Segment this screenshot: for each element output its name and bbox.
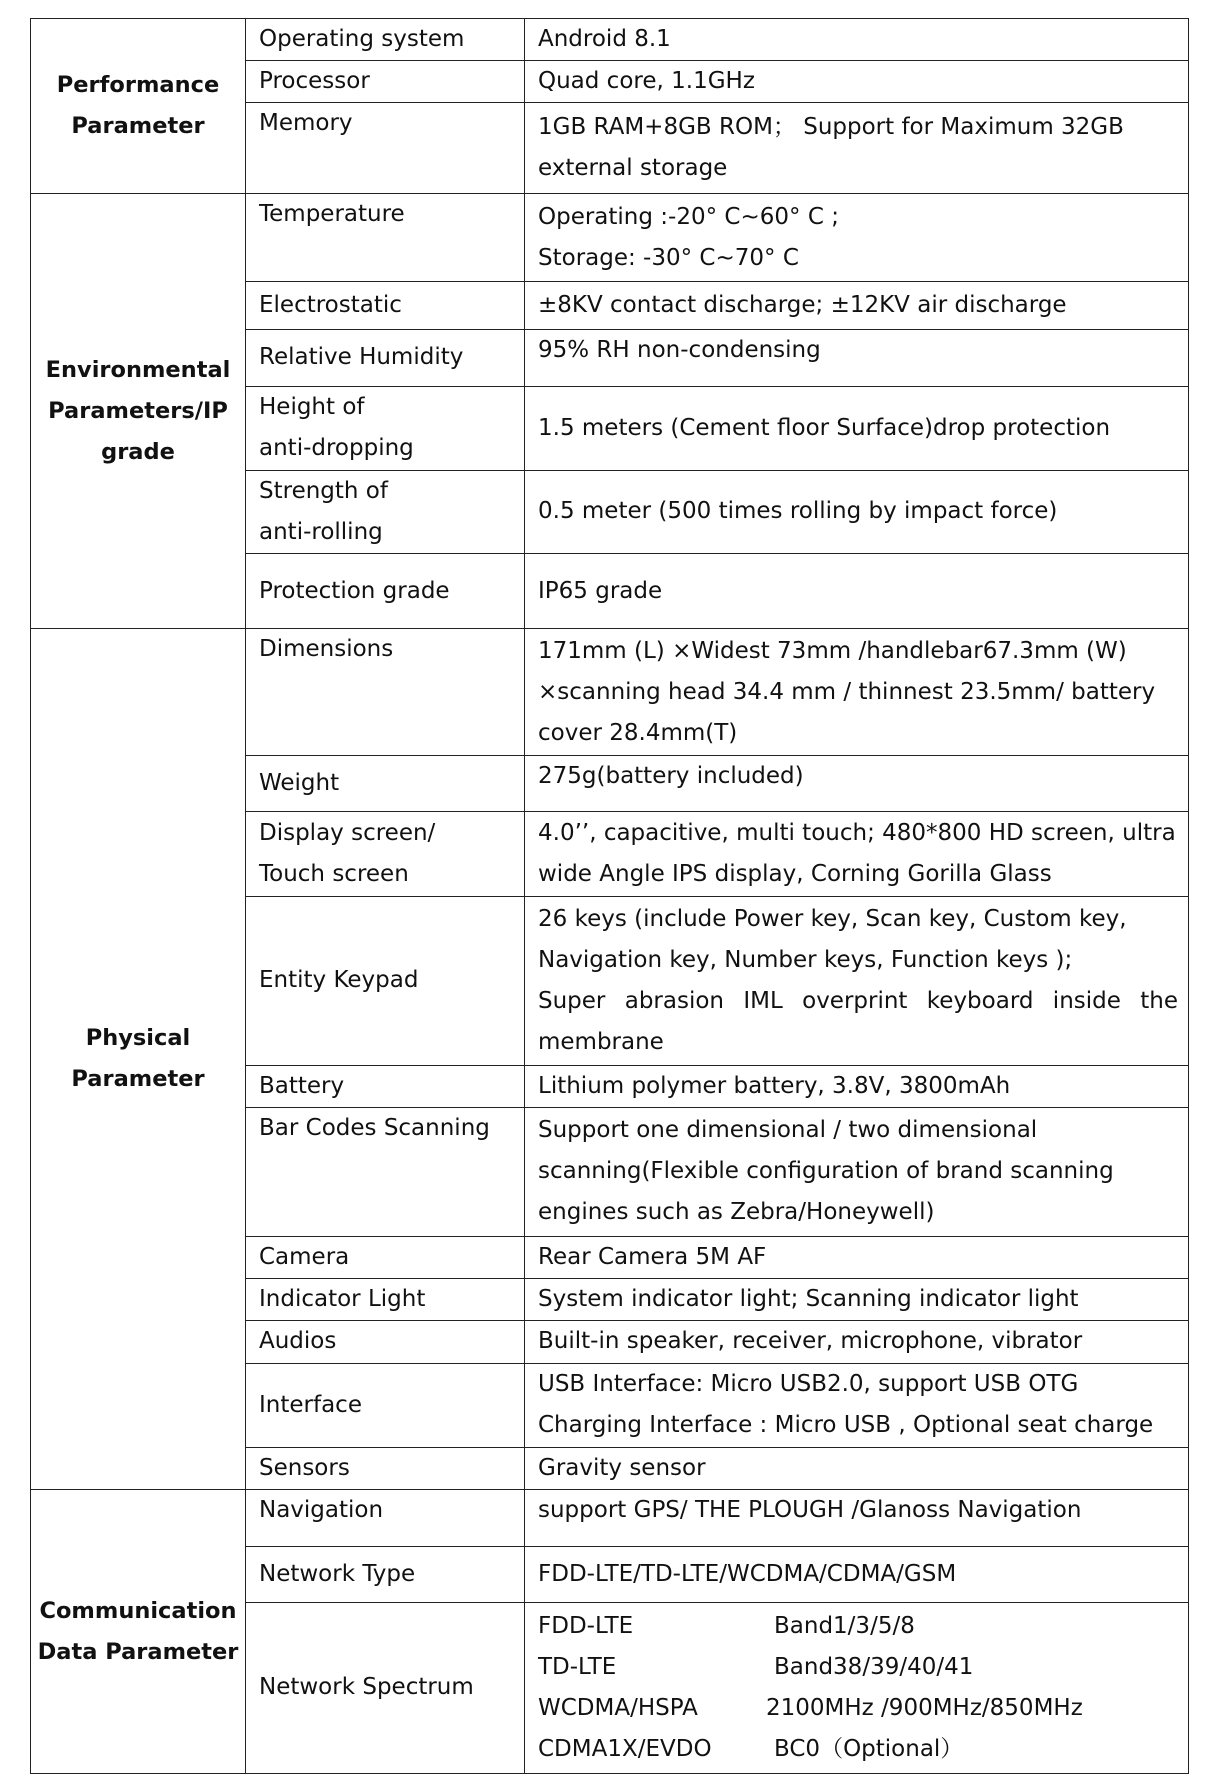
band-value: 2100MHz /900MHz/850MHz	[766, 1694, 1083, 1721]
param-processor	[246, 61, 525, 103]
param-label: Network Type	[259, 1560, 416, 1587]
value-text: engines such as Zebra/Honeywell)	[538, 1199, 935, 1226]
param-label: Memory	[259, 110, 353, 137]
param-navigation	[246, 1490, 525, 1546]
value-text: FDD-LTE/TD-LTE/WCDMA/CDMA/GSM	[538, 1560, 957, 1587]
value-text: Lithium polymer battery, 3.8V, 3800mAh	[538, 1072, 1011, 1099]
param-label: Entity Keypad	[259, 967, 419, 994]
param-rolling	[246, 470, 525, 553]
param-label: Camera	[259, 1243, 350, 1270]
param-label: Height of	[259, 394, 365, 421]
value-text: 171mm (L) ×Widest 73mm /handlebar67.3mm (W)	[538, 637, 1127, 664]
value-camera	[525, 1236, 1189, 1278]
param-label: Audios	[259, 1328, 337, 1355]
group-environmental	[31, 193, 246, 628]
band-name: WCDMA/HSPA	[538, 1694, 698, 1721]
value-text: Support one dimensional / two dimensional	[538, 1117, 1038, 1144]
value-text: Charging Interface : Micro USB , Optional seat charge	[538, 1412, 1154, 1439]
param-label: Temperature	[259, 200, 405, 227]
value-display	[525, 812, 1189, 896]
param-weight	[246, 756, 525, 812]
param-display	[246, 812, 525, 896]
param-label: anti-dropping	[259, 435, 414, 462]
value-interface	[525, 1363, 1189, 1447]
param-spectrum	[246, 1602, 525, 1773]
spec-table	[30, 18, 1189, 1774]
value-text: Rear Camera 5M AF	[538, 1243, 767, 1270]
value-text: ×scanning head 34.4 mm / thinnest 23.5mm/ battery	[538, 678, 1156, 705]
value-electrostatic	[525, 282, 1189, 329]
param-temperature	[246, 193, 525, 282]
group-label: Parameter	[71, 1066, 205, 1093]
param-label: Navigation	[259, 1497, 384, 1524]
param-battery	[246, 1065, 525, 1107]
band-value: BC0（Optional）	[774, 1735, 964, 1762]
value-text: wide Angle IPS display, Corning Gorilla Glass	[538, 861, 1052, 888]
group-label: Parameters/IP	[48, 397, 228, 424]
value-network-type	[525, 1546, 1189, 1602]
param-sensors	[246, 1448, 525, 1490]
value-navigation	[525, 1490, 1189, 1546]
param-label: Electrostatic	[259, 292, 402, 319]
value-barcode	[525, 1108, 1189, 1237]
param-dimensions	[246, 629, 525, 756]
group-performance	[31, 19, 246, 194]
row-navigation	[31, 1490, 1189, 1546]
group-label: Performance	[56, 71, 220, 98]
param-label: Strength of	[259, 477, 388, 504]
param-label: Touch screen	[259, 861, 409, 888]
value-text: IP65 grade	[538, 577, 663, 604]
param-interface	[246, 1363, 525, 1447]
param-label: Dimensions	[259, 636, 394, 663]
param-drop	[246, 387, 525, 470]
band-name: CDMA1X/EVDO	[538, 1735, 712, 1762]
value-indicator	[525, 1279, 1189, 1321]
value-text: 26 keys (include Power key, Scan key, Custom key,	[538, 905, 1127, 932]
group-physical	[31, 629, 246, 1490]
value-dimensions	[525, 629, 1189, 756]
param-label: Battery	[259, 1072, 345, 1099]
value-text: 275g(battery included)	[538, 763, 804, 790]
param-memory	[246, 103, 525, 194]
param-network-type	[246, 1546, 525, 1602]
param-label: anti-rolling	[259, 518, 383, 545]
value-text: external storage	[538, 155, 728, 182]
row-os	[31, 19, 1189, 61]
value-text: USB Interface: Micro USB2.0, support USB OTG	[538, 1371, 1079, 1398]
band-value: Band38/39/40/41	[774, 1653, 974, 1680]
param-label: Bar Codes Scanning	[259, 1115, 490, 1142]
param-label: Relative Humidity	[259, 344, 464, 371]
group-label: Environmental	[45, 356, 231, 383]
value-text: 0.5 meter (500 times rolling by impact force)	[538, 498, 1058, 525]
param-humidity	[246, 329, 525, 386]
value-text: Quad core, 1.1GHz	[538, 68, 755, 95]
value-spectrum	[525, 1602, 1189, 1773]
param-label: Operating system	[259, 26, 465, 53]
value-text: Navigation key, Number keys, Function keys );	[538, 946, 1073, 973]
row-temperature	[31, 193, 1189, 282]
param-label: Processor	[259, 68, 370, 95]
param-label: Weight	[259, 770, 340, 797]
param-label: Sensors	[259, 1455, 350, 1482]
value-text: Gravity sensor	[538, 1455, 706, 1482]
param-barcode	[246, 1108, 525, 1237]
value-temperature	[525, 193, 1189, 282]
param-electrostatic	[246, 282, 525, 329]
band-row	[538, 1606, 1178, 1647]
value-text: membrane	[538, 1028, 664, 1055]
value-audios	[525, 1321, 1189, 1363]
group-label: Parameter	[71, 112, 205, 139]
group-communication	[31, 1490, 246, 1774]
value-text: support GPS/ THE PLOUGH /Glanoss Navigation	[538, 1497, 1082, 1524]
param-label: Indicator Light	[259, 1286, 426, 1313]
value-protection	[525, 554, 1189, 629]
value-weight	[525, 756, 1189, 812]
group-label: Communication	[39, 1597, 237, 1624]
value-text: cover 28.4mm(T)	[538, 719, 738, 746]
band-row	[538, 1647, 1178, 1688]
value-humidity	[525, 329, 1189, 386]
value-text: Super abrasion IML overprint keyboard inside the	[538, 987, 1178, 1014]
value-battery	[525, 1065, 1189, 1107]
band-row	[538, 1688, 1178, 1729]
param-camera	[246, 1236, 525, 1278]
param-keypad	[246, 896, 525, 1065]
value-text: 95% RH non-condensing	[538, 336, 821, 363]
value-memory	[525, 103, 1189, 194]
band-name: TD-LTE	[538, 1653, 617, 1680]
value-os	[525, 19, 1189, 61]
group-label: Data Parameter	[37, 1638, 239, 1665]
param-label: Network Spectrum	[259, 1674, 474, 1701]
param-label: Protection grade	[259, 577, 450, 604]
value-text: Storage: -30° C~70° C	[538, 244, 799, 271]
value-sensors	[525, 1448, 1189, 1490]
param-label: Display screen/	[259, 820, 436, 847]
param-protection	[246, 554, 525, 629]
value-text: 1GB RAM+8GB ROM； Support for Maximum 32GB	[538, 114, 1124, 141]
value-text: ±8KV contact discharge; ±12KV air discharge	[538, 292, 1067, 319]
band-name: FDD-LTE	[538, 1612, 634, 1639]
band-row	[538, 1729, 1178, 1770]
param-audios	[246, 1321, 525, 1363]
value-text: 1.5 meters (Cement floor Surface)drop protection	[538, 414, 1111, 441]
band-value: Band1/3/5/8	[774, 1612, 915, 1639]
group-label: Physical	[85, 1025, 191, 1052]
value-processor	[525, 61, 1189, 103]
value-text: System indicator light; Scanning indicator light	[538, 1286, 1079, 1313]
value-text: 4.0’’, capacitive, multi touch; 480*800 HD screen, ultra	[538, 820, 1176, 847]
param-label: Interface	[259, 1391, 362, 1418]
row-dimensions	[31, 629, 1189, 756]
value-rolling	[525, 470, 1189, 553]
value-text: Built-in speaker, receiver, microphone, vibrator	[538, 1328, 1083, 1355]
value-drop	[525, 387, 1189, 470]
value-keypad	[525, 896, 1189, 1065]
value-text: scanning(Flexible configuration of brand scanning	[538, 1158, 1114, 1185]
param-os	[246, 19, 525, 61]
group-label: grade	[101, 438, 175, 465]
param-indicator	[246, 1279, 525, 1321]
value-text: Android 8.1	[538, 26, 671, 53]
value-text: Operating :-20° C~60° C ;	[538, 203, 839, 230]
